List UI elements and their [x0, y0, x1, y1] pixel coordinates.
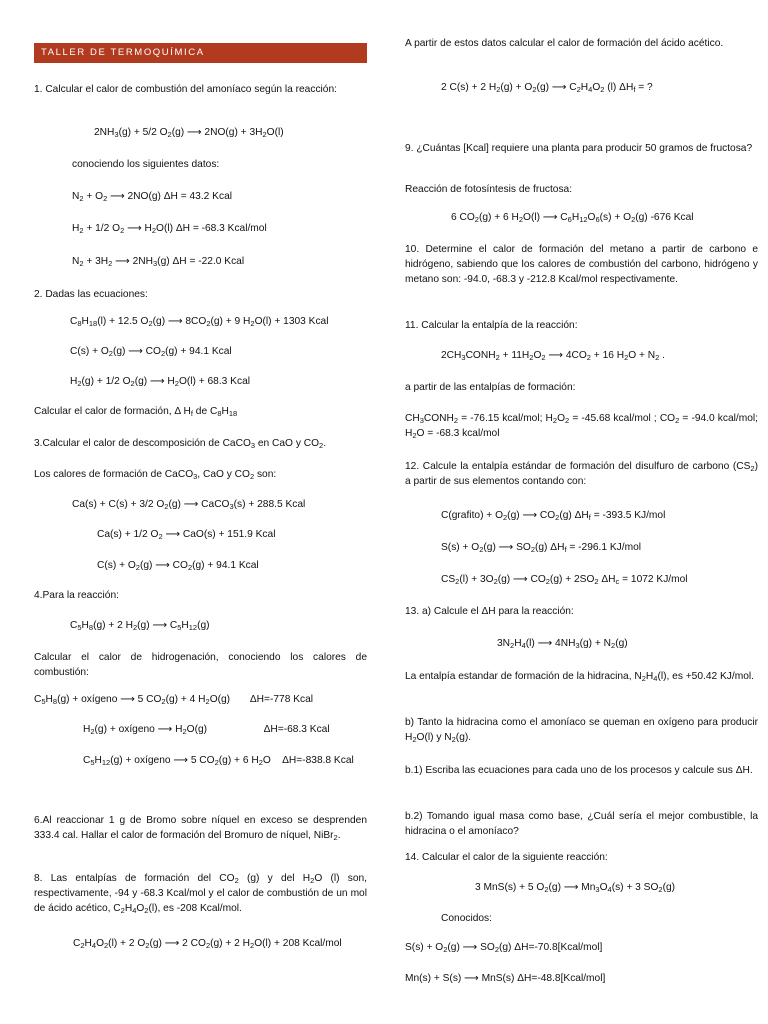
right-text-8: a partir de las entalpías de formación: — [405, 382, 576, 393]
left-text-16: 4.Para la reacción: — [34, 590, 119, 601]
left-text-15: $C(s) + O_2(g)$ ⟶ $CO_2(g) + 94.1$ Kcal — [97, 560, 259, 572]
right-text-2: 9. ¿Cuántas [Kcal] requiere una planta para producir 50 gramos de fructosa? — [405, 143, 753, 154]
left-text-20: $H_2(g)$ + oxígeno ⟶ $H_2O(g)$ ΔH=-68.3 Kcal — [83, 724, 330, 736]
right-text-14: 13. a) Calcule el ΔH para la reacción: — [405, 606, 574, 617]
right-text-4: 6 $CO_2(g) + 6$ $H_2O(l)$ ⟶ $C_6H_{12}O_6(s) + O_2(g)$ -676 Kcal — [451, 212, 694, 224]
right-text-0: A partir de estos datos calcular el calor de formación del ácido acético. — [405, 38, 724, 49]
left-text-2: conociendo los siguientes datos: — [72, 159, 220, 170]
left-text-6: 2. Dadas las ecuaciones: — [34, 289, 148, 300]
left-text-23: 8. Las entalpías de formación del $CO_2$ (g) y del $H_2O$ (l) son, respectivamente, -94 y -68.3 Kcal/mol y el calor de combustión de un mol de ácido acético, $C_2H_4O_2(l)$, es -208 Kcal/mol. — [34, 873, 367, 915]
right-text-10: 12. Calcule la entalpía estándar de formación del disulfuro de carbono $(CS_2)$ a partir de sus elementos contando con: — [405, 461, 758, 487]
right-text-6: 11. Calcular la entalpía de la reacción: — [405, 320, 578, 331]
right-text-15: $3N_2H_4(l)$ ⟶ $4NH_3(g) + N_2(g)$ — [497, 638, 628, 650]
left-text-17: $C_5H_8(g) + 2$ $H_2(g)$ ⟶ $C_5H_{12}(g)$ — [70, 620, 210, 632]
left-text-22: 6.Al reaccionar 1 g de Bromo sobre níquel en exceso se desprenden 333.4 cal. Hallar el calor de formación del Bromuro de níquel, NiBr$_2$. — [34, 815, 367, 842]
right-text-9: $CH_3CONH_2 = -76.15$ kcal/mol; $H_2O_2 = -45.68$ kcal/mol ; $CO_2 = -94.0$ kcal/mol; $H_2O = -68.3$ kcal/mol — [405, 413, 758, 440]
right-text-16: La entalpía estandar de formación de la hidracina, $N_2H_4(l)$, es +50.42 KJ/mol. — [405, 671, 754, 683]
right-text-21: 3 MnS(s) + 5 $O_2(g)$ ⟶ $Mn_3O_4(s) + 3$ $SO_2(g)$ — [475, 882, 676, 894]
left-text-19: $C_5H_8(g)$ + oxígeno ⟶ 5 $CO_2(g) + 4$ $H_2O(g)$ ΔH=-778 Kcal — [34, 694, 314, 706]
right-text-5: 10. Determine el calor de formación del metano a partir de carbono e hidrógeno, sabiendo que los calores de combustión del carbono, hidrógeno y metano son: -94.0, -68.3 y -212.8 Kcal/mol respectivamente. — [405, 244, 758, 285]
left-text-8: $C(s) + O_2(g)$ ⟶ $CO_2(g) + 94.1$ Kcal — [70, 346, 232, 358]
right-text-23: $S(s) + O_2(g)$ ⟶ $SO_2(g)$ ΔH=-70.8[Kcal/mol] — [405, 942, 603, 954]
left-text-13: Ca(s) + C(s) + 3/2 $O_2(g)$ ⟶ CaCO$_3$(s) + 288.5 Kcal — [72, 499, 306, 511]
left-text-7: $C_8H_{18}(l) + 12.5$ $O_2(g)$ ⟶ $8CO_2(g) + 9$ $H_2O(l) + 1303$ Kcal — [70, 316, 329, 328]
right-text-18: b.1) Escriba las ecuaciones para cada uno de los procesos y calcule sus ΔH. — [405, 765, 753, 776]
worksheet-title-banner: TALLER DE TERMOQUÍMICA — [34, 43, 367, 63]
right-text-24: Mn(s) + S(s) ⟶ MnS(s) ΔH=-48.8[Kcal/mol] — [405, 973, 606, 984]
left-text-18: Calcular el calor de hidrogenación, conociendo los calores de combustión: — [34, 652, 367, 678]
left-text-3: $N_2 + O_2$ ⟶ 2NO(g) ΔH = 43.2 Kcal — [72, 191, 232, 203]
left-text-10: Calcular el calor de formación, Δ $H_f$ de $C_8H_{18}$ — [34, 406, 238, 418]
left-text-12: Los calores de formación de CaCO$_3$, CaO y $CO_2$ son: — [34, 469, 277, 481]
right-text-20: 14. Calcular el calor de la siguiente reacción: — [405, 852, 608, 863]
left-text-5: $N_2 + 3H_2$ ⟶ $2NH_3(g) \Delta H = -22.0$ Kcal — [72, 256, 245, 268]
left-text-14: Ca(s) + 1/2 $O_2$ ⟶ CaO(s) + 151.9 Kcal — [97, 529, 276, 541]
left-text-24: $C_2H_4O_2(l) + 2$ $O_2(g)$ ⟶ 2 $CO_2(g) + 2$ $H_2O(l) + 208$ Kcal/mol — [73, 938, 342, 950]
left-text-9: $H_2(g) + 1/2$ $O_2(g)$ ⟶ $H_2O(l) + 68.3$ Kcal — [70, 376, 250, 388]
left-text-21: $C_5H_{12}(g)$ + oxígeno ⟶ 5 $CO_2(g) + 6$ $H_2O$ ΔH=-838.8 Kcal — [83, 755, 354, 767]
right-text-11: C(grafito) + $O_2(g)$ ⟶ $CO_2(g) \Delta H_f = -393.5$ KJ/mol — [441, 510, 666, 522]
right-text-22: Conocidos: — [441, 913, 492, 924]
right-text-19: b.2) Tomando igual masa como base, ¿Cuál sería el mejor combustible, la hidracina o el amoníaco? — [405, 811, 758, 837]
right-text-12: $S(s) + O_2(g)$ ⟶ $SO_2(g) \Delta H_f = -296.1$ KJ/mol — [441, 542, 642, 554]
right-text-17: b) Tanto la hidracina como el amoníaco se queman en oxígeno para producir $H_2O(l)$ y $N_2(g)$. — [405, 717, 758, 744]
left-text-4: $H_2 + 1/2$ $O_2$ ⟶ $H_2O(l) \Delta H = -68.3$ Kcal/mol — [72, 223, 267, 235]
right-text-3: Reacción de fotosíntesis de fructosa: — [405, 184, 573, 195]
left-text-1: $2NH_3(g) + 5/2$ $O_2(g)$ ⟶ $2NO(g) + 3H_2O(l)$ — [94, 127, 284, 139]
right-text-7: $2CH_3CONH_2 + 11H_2O_2$ ⟶ $4CO_2 + 16$ $H_2O + N_2$ . — [441, 350, 666, 362]
right-text-1: 2 C(s) + 2 $H_2(g) + O_2(g)$ ⟶ $C_2H_4O_2$ (l) $\Delta H_f$ = ? — [441, 82, 653, 94]
right-text-13: $CS_2(l) + 3O_2(g)$ ⟶ $CO_2(g) + 2SO_2$ $\Delta H_c = 1072$ KJ/mol — [441, 574, 688, 586]
left-text-11: 3.Calcular el calor de descomposición de CaCO$_3$ en CaO y $CO_2$. — [34, 438, 327, 450]
left-text-0: 1. Calcular el calor de combustión del amoníaco según la reacción: — [34, 84, 337, 95]
